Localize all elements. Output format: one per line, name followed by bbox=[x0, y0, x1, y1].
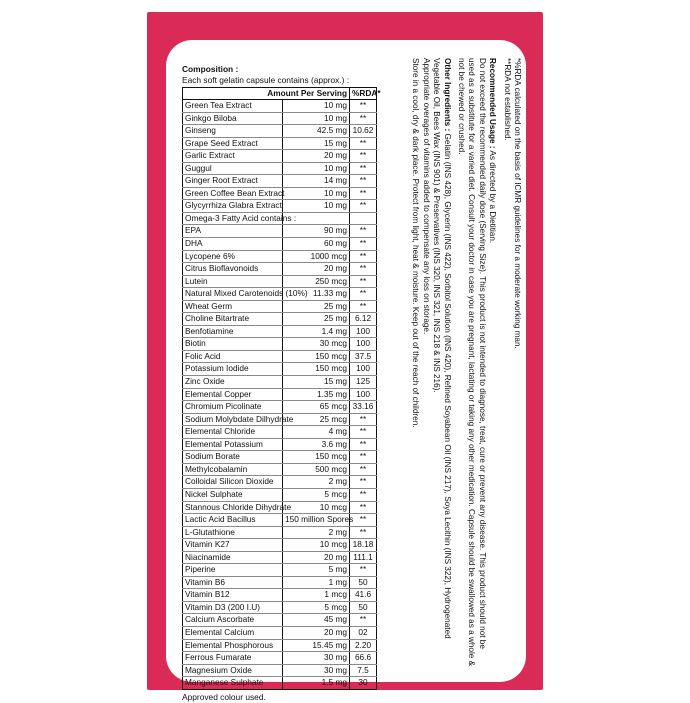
label-panel bbox=[166, 40, 526, 702]
ingredient-amount: 150 mcg bbox=[283, 350, 350, 363]
ingredient-rda: ** bbox=[350, 438, 377, 451]
ingredient-rda: ** bbox=[350, 112, 377, 125]
table-row bbox=[183, 100, 377, 113]
rda-not-established: **RDA not established. bbox=[502, 58, 512, 141]
ingredient-name: Folic Acid bbox=[183, 350, 283, 363]
ingredient-rda: ** bbox=[350, 187, 377, 200]
table-row bbox=[183, 238, 377, 251]
ingredient-name: Green Coffee Bean Extract bbox=[183, 187, 283, 200]
ingredient-rda: 37.5 bbox=[350, 350, 377, 363]
colour-note: Approved colour used. bbox=[182, 691, 266, 702]
ingredient-name: Ginseng bbox=[183, 125, 283, 138]
table-row bbox=[183, 125, 377, 138]
ingredient-name: Methylcobalamin bbox=[183, 463, 283, 476]
table-row bbox=[183, 539, 377, 552]
ingredient-amount: 20 mg bbox=[283, 551, 350, 564]
table-row bbox=[183, 112, 377, 125]
ingredient-name: Vitamin D3 (200 I.U) bbox=[183, 601, 283, 614]
ingredient-name: Choline Bitartrate bbox=[183, 313, 283, 326]
ingredient-amount: 10 mcg bbox=[283, 539, 350, 552]
ingredient-name: Wheat Germ bbox=[183, 300, 283, 313]
ingredient-amount: 30 mg bbox=[283, 664, 350, 677]
ingredient-amount: 2 mg bbox=[283, 476, 350, 489]
ingredient-amount: 5 mg bbox=[283, 564, 350, 577]
ingredient-name: Potassium Iodide bbox=[183, 363, 283, 376]
ingredient-rda: ** bbox=[350, 413, 377, 426]
ingredient-name: Green Tea Extract bbox=[183, 100, 283, 113]
composition-table bbox=[182, 87, 381, 690]
ingredient-amount: 25 mg bbox=[283, 313, 350, 326]
table-row bbox=[183, 589, 377, 602]
ingredient-amount: 1.5 mg bbox=[283, 677, 350, 690]
table-row bbox=[183, 300, 377, 313]
table-row bbox=[183, 376, 377, 389]
table-row bbox=[183, 250, 377, 263]
table-row bbox=[183, 325, 377, 338]
ingredient-rda: ** bbox=[350, 200, 377, 213]
ingredients-label: Other Ingredients : bbox=[442, 58, 452, 132]
ingredient-rda: 02 bbox=[350, 626, 377, 639]
table-row bbox=[183, 463, 377, 476]
table-row bbox=[183, 413, 377, 426]
table-row bbox=[183, 652, 377, 665]
table-row bbox=[183, 401, 377, 414]
usage-text: As directed by a Dietitian. bbox=[488, 150, 498, 244]
ingredient-name: Ferrous Fumarate bbox=[183, 652, 283, 665]
ingredient-amount: 20 mg bbox=[283, 626, 350, 639]
rda-note: *%RDA calculated on the basis of ICMR guidelines for a moderate working man. bbox=[513, 58, 522, 349]
table-row bbox=[183, 187, 377, 200]
ingredient-amount: 60 mg bbox=[283, 238, 350, 251]
ingredient-amount: 90 mg bbox=[283, 225, 350, 238]
ingredient-rda: 18.18 bbox=[350, 539, 377, 552]
ingredient-name: Vitamin B6 bbox=[183, 576, 283, 589]
ingredient-name: Magnesium Oxide bbox=[183, 664, 283, 677]
ingredient-name: Citrus Bioflavonoids bbox=[183, 263, 283, 276]
ingredient-amount: 1 mg bbox=[283, 576, 350, 589]
composition-subtitle: Each soft gelatin capsule contains (approx.) : bbox=[182, 75, 350, 85]
composition-section bbox=[182, 64, 381, 703]
table-row bbox=[183, 175, 377, 188]
ingredient-rda: 30 bbox=[350, 677, 377, 690]
ingredient-rda: ** bbox=[350, 162, 377, 175]
table-row bbox=[183, 677, 377, 690]
ingredient-name: Glycyrrhiza Glabra Extract bbox=[183, 200, 283, 213]
table-row bbox=[183, 526, 377, 539]
ingredient-rda: 125 bbox=[350, 376, 377, 389]
ingredient-rda: 66.6 bbox=[350, 652, 377, 665]
ingredient-amount: 5 mcg bbox=[283, 488, 350, 501]
ingredient-amount: 10 mcg bbox=[283, 501, 350, 514]
ingredient-amount: 1.35 mg bbox=[283, 388, 350, 401]
table-row bbox=[183, 288, 377, 301]
table-row bbox=[183, 350, 377, 363]
usage-label: Recommended Usage : bbox=[488, 58, 498, 149]
ingredient-name: Elemental Calcium bbox=[183, 626, 283, 639]
ingredient-rda: 2.20 bbox=[350, 639, 377, 652]
table-body bbox=[183, 100, 377, 690]
ingredient-amount: 30 mg bbox=[283, 652, 350, 665]
ingredient-amount: 150 mcg bbox=[283, 363, 350, 376]
table-row bbox=[183, 363, 377, 376]
ingredient-rda: ** bbox=[350, 175, 377, 188]
ingredient-rda: ** bbox=[350, 300, 377, 313]
ingredient-amount: 11.33 mg bbox=[283, 288, 350, 301]
ingredient-rda: ** bbox=[350, 225, 377, 238]
ingredient-rda: ** bbox=[350, 614, 377, 627]
ingredient-rda: ** bbox=[350, 501, 377, 514]
ingredient-name: Vitamin K27 bbox=[183, 539, 283, 552]
ingredient-rda: ** bbox=[350, 263, 377, 276]
table-header bbox=[183, 88, 377, 100]
ingredient-amount: 150 mcg bbox=[283, 451, 350, 464]
ingredient-rda: 41.6 bbox=[350, 589, 377, 602]
ingredient-rda: ** bbox=[350, 514, 377, 527]
storage-text: Store in a cool, dry & dark place. Protect from light, heat & moisture. Keep out of the reach of children. bbox=[411, 58, 421, 428]
ingredient-amount: 1 mcg bbox=[283, 589, 350, 602]
table-row bbox=[183, 200, 377, 213]
ingredient-name: Elemental Copper bbox=[183, 388, 283, 401]
table-row bbox=[183, 162, 377, 175]
ingredient-name: Lycopene 6% bbox=[183, 250, 283, 263]
ingredients-line bbox=[431, 58, 452, 668]
table-row bbox=[183, 514, 377, 527]
ingredient-amount: 20 mg bbox=[283, 263, 350, 276]
ingredient-amount: 10 mg bbox=[283, 100, 350, 113]
ingredient-name: Grape Seed Extract bbox=[183, 137, 283, 150]
ingredient-name: Nickel Sulphate bbox=[183, 488, 283, 501]
ingredient-name: Benfotiamine bbox=[183, 325, 283, 338]
ingredient-rda: 33.16 bbox=[350, 401, 377, 414]
ingredient-amount: 1000 mcg bbox=[283, 250, 350, 263]
ingredient-amount: 15 mg bbox=[283, 137, 350, 150]
ingredient-amount: 250 mcg bbox=[283, 275, 350, 288]
ingredient-name: Ginkgo Biloba bbox=[183, 112, 283, 125]
ingredient-rda: ** bbox=[350, 238, 377, 251]
ingredient-amount: 25 mg bbox=[283, 300, 350, 313]
ingredient-name: Ginger Root Extract bbox=[183, 175, 283, 188]
ingredients-text: Gelatin (INS 428), Glycerin (INS 422), Sorbitol Solution (INS 420), Refined Soyabean Oil (INS 217), Soya Lecithin (INS 322), Hydrogenated Vegetable Oil, Bees Wax (INS 901) & Preservatives (INS 320, INS 321, INS 218 & INS 216). bbox=[432, 58, 452, 639]
ingredient-name: Elemental Chloride bbox=[183, 426, 283, 439]
ingredient-name: Elemental Phosphorous bbox=[183, 639, 283, 652]
ingredient-rda: 50 bbox=[350, 601, 377, 614]
table-row bbox=[183, 476, 377, 489]
ingredient-rda: ** bbox=[350, 564, 377, 577]
ingredient-name: Lactic Acid Bacillus bbox=[183, 514, 283, 527]
ingredient-name: Manganese Sulphate bbox=[183, 677, 283, 690]
ingredient-name: Niacinamide bbox=[183, 551, 283, 564]
ingredient-name: Calcium Ascorbate bbox=[183, 614, 283, 627]
ingredient-amount: 65 mcg bbox=[283, 401, 350, 414]
ingredient-name: Elemental Potassium bbox=[183, 438, 283, 451]
ingredient-rda: 100 bbox=[350, 338, 377, 351]
ingredient-amount: 4 mg bbox=[283, 426, 350, 439]
table-row bbox=[183, 639, 377, 652]
table-row bbox=[183, 212, 377, 225]
table-row bbox=[183, 451, 377, 464]
product-box bbox=[147, 12, 543, 702]
ingredient-rda: ** bbox=[350, 275, 377, 288]
table-row bbox=[183, 275, 377, 288]
ingredient-amount: 42.5 mg bbox=[283, 125, 350, 138]
ingredient-amount: 10 mg bbox=[283, 200, 350, 213]
ingredient-rda: 7.5 bbox=[350, 664, 377, 677]
ingredient-amount: 15 mg bbox=[283, 376, 350, 389]
ingredient-rda: 100 bbox=[350, 325, 377, 338]
ingredient-name: Garlic Extract bbox=[183, 150, 283, 163]
ingredient-rda: ** bbox=[350, 526, 377, 539]
table-row bbox=[183, 225, 377, 238]
table-row bbox=[183, 438, 377, 451]
overages-text: Appropriate overages of vitamins added to compensate any loss on storage. bbox=[421, 58, 431, 335]
table-row bbox=[183, 551, 377, 564]
ingredient-name: Piperine bbox=[183, 564, 283, 577]
ingredient-amount: 1.4 mg bbox=[283, 325, 350, 338]
ingredient-amount: 30 mcg bbox=[283, 338, 350, 351]
ingredient-name: Natural Mixed Carotenoids (10%) bbox=[183, 288, 283, 301]
ingredient-rda: 111.1 bbox=[350, 551, 377, 564]
table-row bbox=[183, 488, 377, 501]
table-row bbox=[183, 388, 377, 401]
side-info-text bbox=[392, 58, 522, 668]
warning-text: Do not exceed the recommended daily dose (Serving Size). This product is not intended to diagnose, treat, cure or prevent any disease. This product should not be used as a substitute for a varied diet. Consult your doctor in case you are pregnant, lactating or taking any other medication. Capsule should be swallowed as a whole & not be chewed or crushed. bbox=[456, 58, 487, 667]
ingredient-name: EPA bbox=[183, 225, 283, 238]
ingredient-rda: 6.12 bbox=[350, 313, 377, 326]
ingredient-amount: 14 mg bbox=[283, 175, 350, 188]
ingredient-amount: 45 mg bbox=[283, 614, 350, 627]
header-amount: Amount Per Serving bbox=[183, 88, 350, 100]
ingredient-name: Chromium Picolinate bbox=[183, 401, 283, 414]
ingredient-name: Sodium Molybdate Dilhydrate bbox=[183, 413, 283, 426]
ingredient-rda: ** bbox=[350, 426, 377, 439]
ingredient-rda: 100 bbox=[350, 388, 377, 401]
ingredient-name: Sodium Borate bbox=[183, 451, 283, 464]
ingredient-rda: ** bbox=[350, 250, 377, 263]
composition-title: Composition : bbox=[182, 64, 239, 74]
table-row bbox=[183, 338, 377, 351]
ingredient-name: Omega-3 Fatty Acid contains : bbox=[183, 212, 283, 225]
header-rda: %RDA* bbox=[350, 88, 377, 100]
ingredient-rda: ** bbox=[350, 476, 377, 489]
ingredient-name: Lutein bbox=[183, 275, 283, 288]
table-row bbox=[183, 664, 377, 677]
table-row bbox=[183, 576, 377, 589]
ingredient-amount: 25 mcg bbox=[283, 413, 350, 426]
ingredient-rda: ** bbox=[350, 137, 377, 150]
ingredient-amount: 10 mg bbox=[283, 112, 350, 125]
ingredient-rda: 50 bbox=[350, 576, 377, 589]
ingredient-rda: ** bbox=[350, 488, 377, 501]
ingredient-name: L-Glutathione bbox=[183, 526, 283, 539]
table-row bbox=[183, 313, 377, 326]
table-row bbox=[183, 626, 377, 639]
ingredient-rda: 10.62 bbox=[350, 125, 377, 138]
ingredient-rda: 100 bbox=[350, 363, 377, 376]
ingredient-amount: 5 mcg bbox=[283, 601, 350, 614]
ingredient-amount: 10 mg bbox=[283, 187, 350, 200]
ingredient-name: Colloidal Silicon Dioxide bbox=[183, 476, 283, 489]
ingredient-name: Guggul bbox=[183, 162, 283, 175]
ingredient-amount: 20 mg bbox=[283, 150, 350, 163]
ingredient-rda: ** bbox=[350, 150, 377, 163]
ingredient-rda: ** bbox=[350, 451, 377, 464]
ingredient-name: Zinc Oxide bbox=[183, 376, 283, 389]
usage-line bbox=[487, 58, 497, 668]
ingredient-amount: 15.45 mg bbox=[283, 639, 350, 652]
ingredient-rda: ** bbox=[350, 288, 377, 301]
ingredient-name: Biotin bbox=[183, 338, 283, 351]
ingredient-rda bbox=[350, 212, 377, 225]
ingredient-rda: ** bbox=[350, 463, 377, 476]
ingredient-name: DHA bbox=[183, 238, 283, 251]
table-row bbox=[183, 137, 377, 150]
ingredient-amount: 3.6 mg bbox=[283, 438, 350, 451]
table-row bbox=[183, 501, 377, 514]
ingredient-name: Stannous Chloride Dihydrate bbox=[183, 501, 283, 514]
ingredient-amount: 150 million Spores bbox=[283, 514, 350, 527]
ingredient-amount: 2 mg bbox=[283, 526, 350, 539]
ingredient-amount: 10 mg bbox=[283, 162, 350, 175]
table-row bbox=[183, 614, 377, 627]
table-row bbox=[183, 263, 377, 276]
ingredient-rda: ** bbox=[350, 100, 377, 113]
ingredient-amount: 500 mcg bbox=[283, 463, 350, 476]
table-row bbox=[183, 150, 377, 163]
table-row bbox=[183, 564, 377, 577]
table-row bbox=[183, 426, 377, 439]
ingredient-name: Vitamin B12 bbox=[183, 589, 283, 602]
table-row bbox=[183, 601, 377, 614]
